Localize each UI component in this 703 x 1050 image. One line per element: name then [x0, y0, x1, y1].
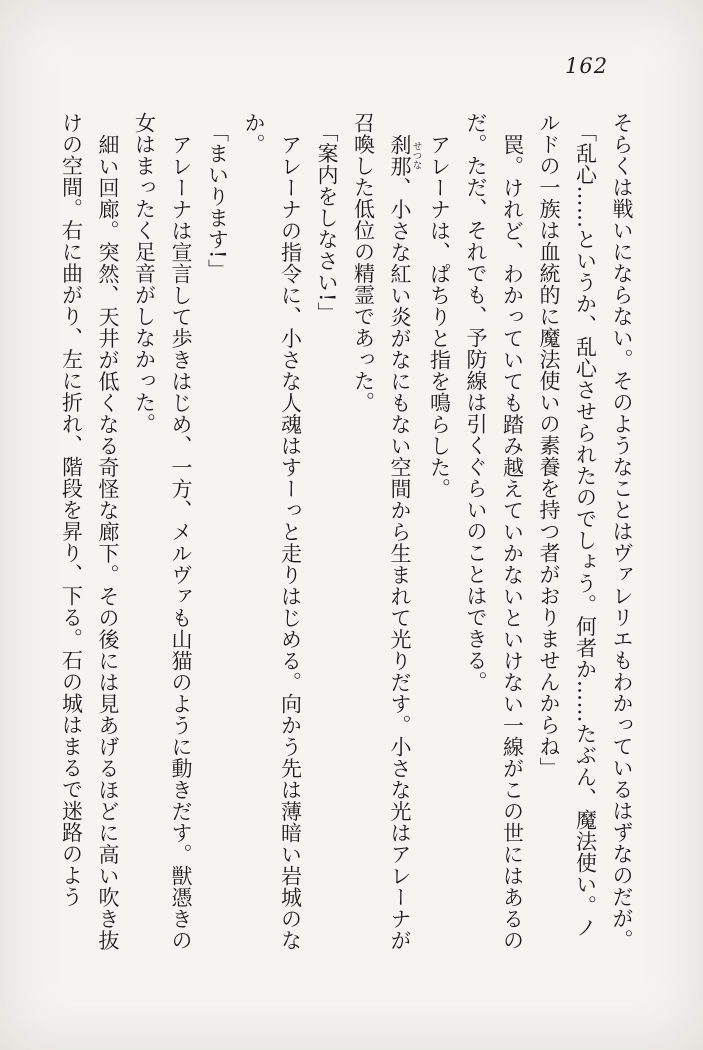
- narration-paragraph: 罠。けれど、わかっていても踏み越えていかないといけない一線がこの世にはあるのだ。ただ、それでも、予防線は引くぐらいのことはできる。: [464, 112, 525, 951]
- page-number: 162: [565, 54, 609, 78]
- narration-paragraph: アレーナの指令に、小さな人魂はすーっと走りはじめる。向かう先は薄暗い岩城のなか。: [242, 112, 303, 951]
- body-text: [55, 112, 640, 958]
- narration-paragraph: アレーナは、ぱちりと指を鳴らした。: [427, 133, 452, 499]
- narration-paragraph: アレーナは宣言して歩きはじめ、一方、メルヴァも山猫のように動きだす。獣憑きの女はまったく足音がしなかった。: [132, 112, 193, 951]
- narration-paragraph: そらくは戦いにならない。そのようなことはヴァレリエもわかっているはずなのだが。: [610, 112, 634, 951]
- furigana: せつな: [410, 133, 422, 177]
- furigana-base: 刹那せつな: [388, 133, 422, 177]
- dialogue-paragraph: 「案内をしなさい!」: [315, 121, 339, 324]
- dialogue-paragraph: 「乱心……というか、乱心させられたのでしょう。何者か……たぶん、魔法使い。ノルドの一族は血統的に魔法使いの素養を持つ者がおりませんからね」: [537, 112, 598, 938]
- dialogue-paragraph: 「まいります!」: [205, 121, 230, 281]
- narration-paragraph: 刹那せつな、小さな紅い炎がなにもない空間から生まれて光りだす。小さな光はアレーナが召喚した低位の精霊であった。: [351, 112, 422, 951]
- narration-paragraph: 細い回廊。突然、天井が低くなる奇怪な廊下。その後には見あげるほどに高い吹き抜けの空間。右に曲がり、左に折れ、階段を昇り、下る。石の城はまるで迷路のよう: [59, 112, 120, 951]
